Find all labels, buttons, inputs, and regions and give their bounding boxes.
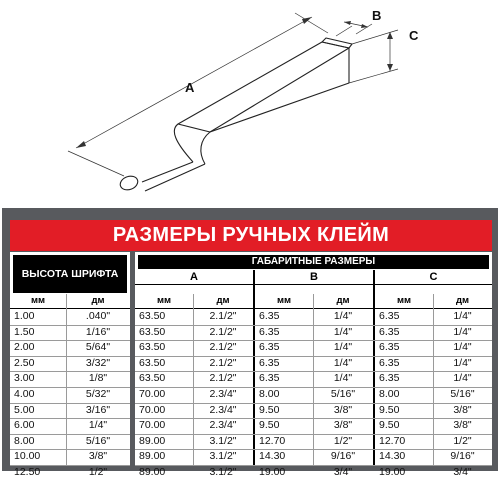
dim-a-in-cell: 3.1/2" bbox=[209, 466, 237, 478]
dim-b-mm-cell: 19.00 bbox=[259, 466, 286, 478]
font-height-mm-cell: 6.00 bbox=[14, 419, 35, 432]
font-height-mm-cell: 4.00 bbox=[14, 388, 35, 400]
dim-c-mm-cell: 8.00 bbox=[379, 388, 400, 400]
font-height-mm-cell: 1.00 bbox=[14, 310, 35, 322]
dim-b-mm-cell: 6.35 bbox=[259, 310, 280, 322]
font-height-header: ВЫСОТА ШРИФТА bbox=[13, 255, 127, 293]
dim-c-mm-cell: 6.35 bbox=[379, 372, 400, 385]
stamp-drawing bbox=[0, 0, 500, 205]
dim-c-mm-cell: 6.35 bbox=[379, 310, 400, 322]
font-height-in-cell: .040" bbox=[85, 310, 111, 322]
group-a-unit-in: дм bbox=[216, 295, 230, 306]
font-height-mm-cell: 2.00 bbox=[14, 341, 35, 354]
font-unit-mm: мм bbox=[30, 295, 46, 306]
dim-b-mm-cell: 6.35 bbox=[259, 341, 280, 354]
dim-c-mm-cell: 6.35 bbox=[379, 325, 400, 338]
dim-a-mm-cell: 63.50 bbox=[139, 372, 166, 385]
dim-c-mm-cell: 19.00 bbox=[379, 466, 406, 478]
dim-c-in-cell: 1/4" bbox=[453, 356, 472, 369]
font-height-mm-cell: 1.50 bbox=[14, 325, 35, 338]
label-b: B bbox=[372, 8, 382, 23]
font-height-in-cell: 5/16" bbox=[85, 434, 111, 447]
font-height-mm-cell: 5.00 bbox=[14, 403, 35, 416]
overall-dimensions-header: ГАБАРИТНЫЕ РАЗМЕРЫ bbox=[138, 255, 489, 269]
font-height-mm-cell: 3.00 bbox=[14, 372, 35, 385]
font-height-in-cell: 1/16" bbox=[85, 325, 111, 338]
dim-b-in-cell: 1/2" bbox=[333, 434, 353, 447]
dim-a-in-cell: 2.1/2" bbox=[209, 372, 237, 385]
dim-a-mm-cell: 89.00 bbox=[139, 434, 166, 447]
dim-c-in-cell: 1/2" bbox=[453, 434, 472, 447]
font-height-in-cell: 3/8" bbox=[88, 450, 108, 463]
dim-a-in-cell: 2.1/2" bbox=[209, 356, 237, 369]
overall-dimensions-block bbox=[135, 252, 492, 478]
group-b-unit-in: дм bbox=[336, 295, 350, 306]
dim-a-mm-cell: 70.00 bbox=[139, 403, 166, 416]
dim-a-in-cell: 2.1/2" bbox=[209, 325, 237, 338]
font-height-in-cell: 5/64" bbox=[85, 341, 111, 354]
dim-a-mm-cell: 63.50 bbox=[139, 356, 166, 369]
dim-a-in-cell: 2.3/4" bbox=[209, 419, 237, 432]
dim-c-mm-cell: 6.35 bbox=[379, 341, 400, 354]
dim-c-mm-cell: 12.70 bbox=[379, 434, 406, 447]
dim-b-in-cell: 1/4" bbox=[333, 310, 353, 322]
table-title: РАЗМЕРЫ РУЧНЫХ КЛЕЙМ bbox=[10, 220, 492, 251]
group-c-unit-in: дм bbox=[455, 295, 470, 306]
dim-b-mm-cell: 6.35 bbox=[259, 356, 280, 369]
dim-a-in-cell: 2.3/4" bbox=[209, 388, 237, 400]
font-unit-in: дм bbox=[91, 295, 105, 306]
dim-b-in-cell: 1/4" bbox=[333, 341, 353, 354]
dim-a-mm-cell: 63.50 bbox=[139, 341, 166, 354]
dim-a-in-cell: 2.1/2" bbox=[209, 341, 237, 354]
group-a-unit-mm: мм bbox=[156, 295, 172, 306]
font-height-in-cell: 5/32" bbox=[85, 388, 111, 400]
group-b-label: B bbox=[310, 271, 318, 283]
label-c: C bbox=[409, 28, 419, 43]
dim-a-mm-cell: 70.00 bbox=[139, 388, 166, 400]
dim-a-in-cell: 3.1/2" bbox=[209, 434, 237, 447]
dim-b-in-cell: 3/8" bbox=[333, 419, 353, 432]
dim-c-in-cell: 9/16" bbox=[450, 450, 475, 463]
dim-b-mm-cell: 9.50 bbox=[259, 419, 280, 432]
group-separator bbox=[253, 270, 255, 466]
stamp-taper bbox=[174, 124, 193, 162]
group-separator bbox=[373, 270, 375, 466]
stamp-tip bbox=[118, 174, 139, 192]
dim-c-mm-cell: 14.30 bbox=[379, 450, 406, 463]
dim-c-in-cell: 3/4" bbox=[453, 466, 472, 478]
dim-b-mm-cell: 14.30 bbox=[259, 450, 286, 463]
stamp-shank bbox=[178, 42, 349, 132]
label-a: A bbox=[185, 80, 195, 95]
dim-a-mm-cell: 89.00 bbox=[139, 450, 166, 463]
stamp-end-face bbox=[322, 38, 352, 48]
font-height-mm-cell: 10.00 bbox=[14, 450, 41, 463]
group-a-label: A bbox=[190, 271, 198, 283]
font-height-mm-cell: 2.50 bbox=[14, 356, 35, 369]
dim-c-in-cell: 5/16" bbox=[450, 388, 475, 400]
dimensions-table-panel bbox=[2, 208, 498, 478]
dim-a-mm-cell: 63.50 bbox=[139, 325, 166, 338]
dim-c-in-cell: 3/8" bbox=[453, 419, 472, 432]
dim-a-in-cell: 3.1/2" bbox=[209, 450, 237, 463]
font-height-block bbox=[10, 252, 130, 478]
dim-a-mm-cell: 89.00 bbox=[139, 466, 166, 478]
dim-b-mm-cell: 6.35 bbox=[259, 325, 280, 338]
dim-b-mm-cell: 9.50 bbox=[259, 403, 280, 416]
dim-c-mm-cell: 6.35 bbox=[379, 356, 400, 369]
font-height-in-cell: 3/32" bbox=[85, 356, 111, 369]
font-height-mm-cell: 8.00 bbox=[14, 434, 35, 447]
group-b-unit-mm: мм bbox=[276, 295, 292, 306]
dim-b-mm-cell: 6.35 bbox=[259, 372, 280, 385]
font-height-in-cell: 3/16" bbox=[85, 403, 111, 416]
font-height-mm-cell: 12.50 bbox=[14, 466, 41, 478]
dim-b-in-cell: 3/4" bbox=[333, 466, 353, 478]
font-height-in-cell: 1/4" bbox=[88, 419, 108, 432]
dim-b-mm-cell: 8.00 bbox=[259, 388, 280, 400]
dim-c-in-cell: 1/4" bbox=[453, 310, 472, 322]
font-height-in-cell: 1/8" bbox=[88, 372, 108, 385]
dim-a-mm-cell: 63.50 bbox=[139, 310, 166, 322]
dim-a-in-cell: 2.3/4" bbox=[209, 403, 237, 416]
dim-c-in-cell: 1/4" bbox=[453, 325, 472, 338]
group-c-unit-mm: мм bbox=[396, 295, 412, 306]
dim-b-in-cell: 1/4" bbox=[333, 372, 353, 385]
dim-a-in-cell: 2.1/2" bbox=[209, 310, 237, 322]
dim-c-in-cell: 3/8" bbox=[453, 403, 472, 416]
dim-b-in-cell: 1/4" bbox=[333, 356, 353, 369]
dim-b-in-cell: 9/16" bbox=[330, 450, 356, 463]
dim-c-mm-cell: 9.50 bbox=[379, 403, 400, 416]
dim-a-mm-cell: 70.00 bbox=[139, 419, 166, 432]
font-height-in-cell: 1/2" bbox=[88, 466, 108, 478]
group-c-label: C bbox=[429, 271, 438, 283]
dim-c-mm-cell: 9.50 bbox=[379, 419, 400, 432]
dim-c-in-cell: 1/4" bbox=[453, 341, 472, 354]
dim-b-mm-cell: 12.70 bbox=[259, 434, 286, 447]
dim-b-in-cell: 3/8" bbox=[333, 403, 353, 416]
dim-b-in-cell: 1/4" bbox=[333, 325, 353, 338]
dim-b-in-cell: 5/16" bbox=[330, 388, 356, 400]
dim-c-in-cell: 1/4" bbox=[453, 372, 472, 385]
